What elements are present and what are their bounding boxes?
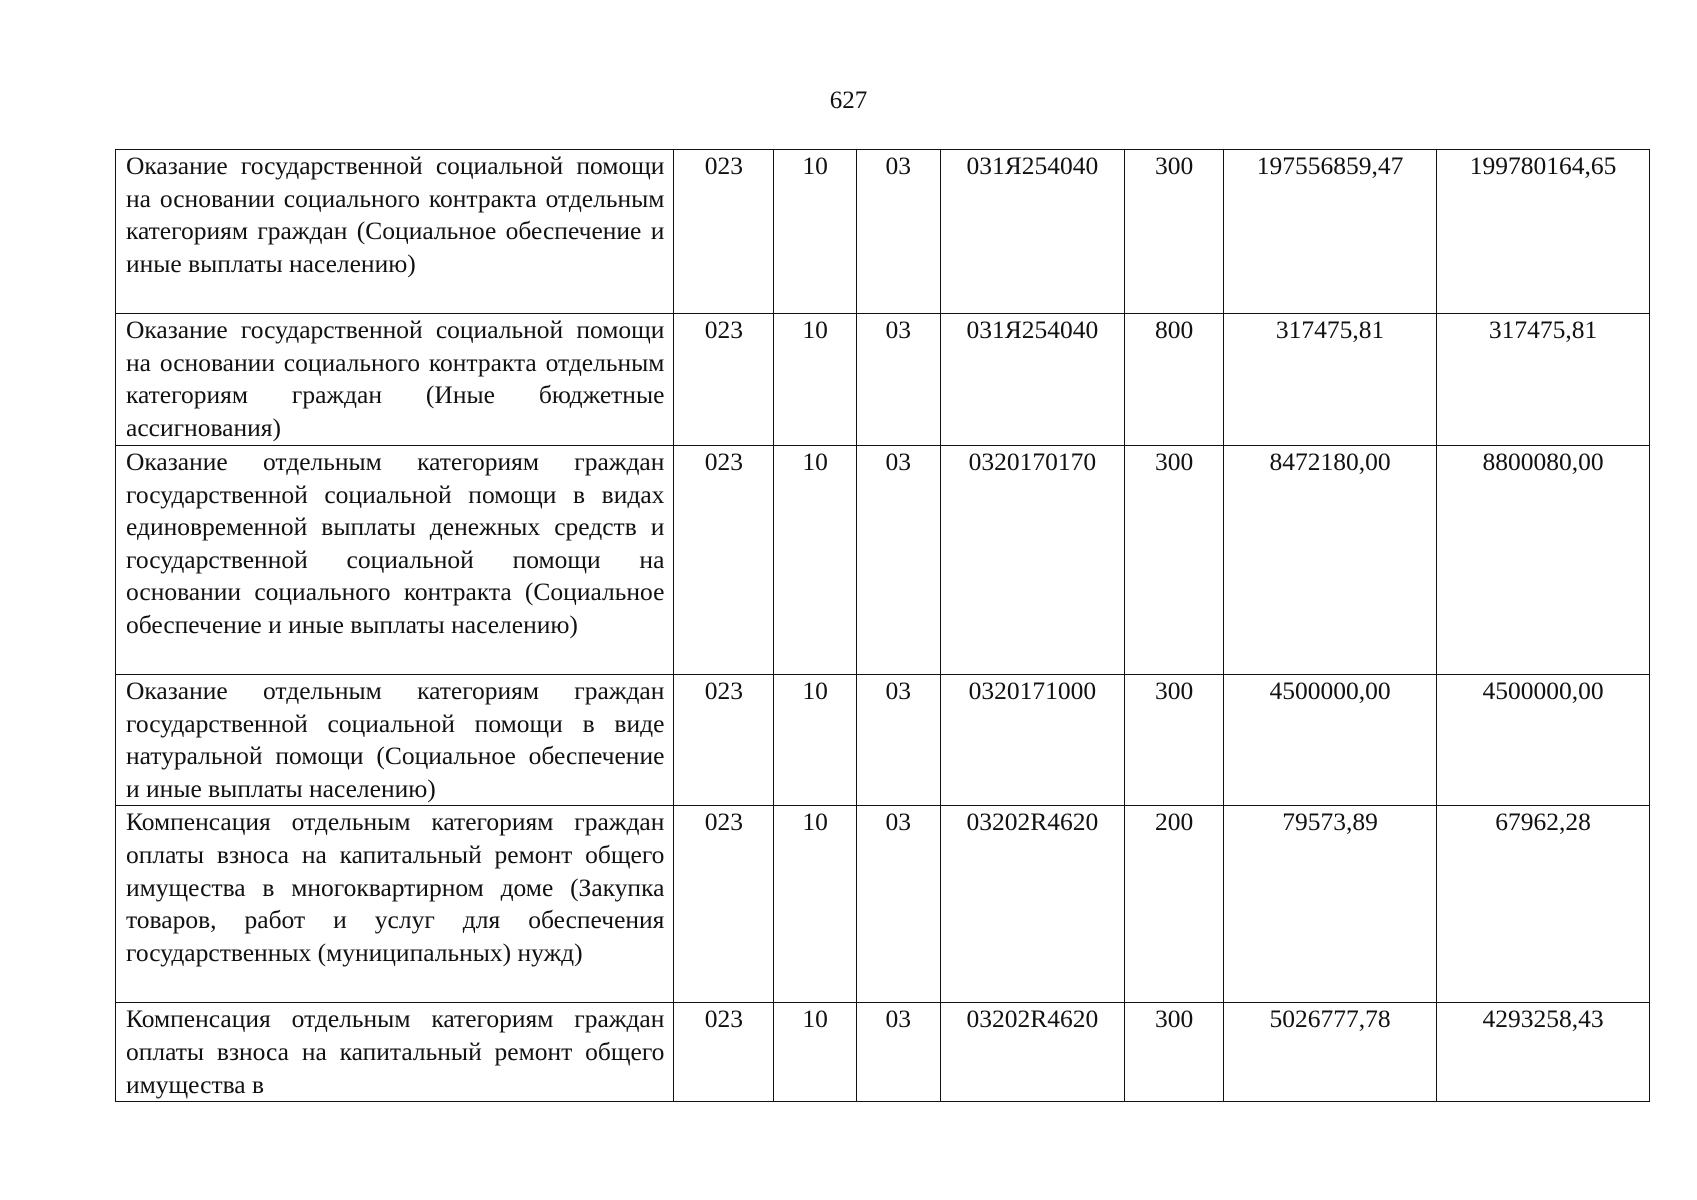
ministry-code: 023 xyxy=(674,314,774,446)
amount-first: 4500000,00 xyxy=(1224,675,1437,806)
target-article-code: 031Я254040 xyxy=(940,150,1125,314)
subsection-code: 03 xyxy=(856,314,940,446)
row-description: Оказание отдельным категориям граждан государственной социальной помощи в видах единовременной выплаты денежных средств и государственной социальной помощи на основании социального контракта (Социальное обеспечение и иные выплаты населению) xyxy=(116,446,674,675)
table-row xyxy=(116,314,1650,446)
ministry-code: 023 xyxy=(674,675,774,806)
page-number: 627 xyxy=(829,87,868,114)
section-code: 10 xyxy=(774,1003,857,1102)
expense-type-code: 300 xyxy=(1125,1003,1224,1102)
table-row xyxy=(116,150,1650,314)
table-row xyxy=(116,1003,1650,1102)
row-description: Оказание государственной социальной помощи на основании социального контракта отдельным категориям граждан (Иные бюджетные ассигнования) xyxy=(116,314,674,446)
section-code: 10 xyxy=(774,675,857,806)
section-code: 10 xyxy=(774,446,857,675)
subsection-code: 03 xyxy=(856,150,940,314)
target-article-code: 031Я254040 xyxy=(940,314,1125,446)
ministry-code: 023 xyxy=(674,446,774,675)
row-description: Компенсация отдельным категориям граждан оплаты взноса на капитальный ремонт общего имущества в многоквартирном доме (Закупка товаров, работ и услуг для обеспечения государственных (муниципальных) нужд) xyxy=(116,806,674,1003)
row-description: Оказание отдельным категориям граждан государственной социальной помощи в виде натуральной помощи (Социальное обеспечение и иные выплаты населению) xyxy=(116,675,674,806)
target-article-code: 0320170170 xyxy=(940,446,1125,675)
table-row xyxy=(116,446,1650,675)
ministry-code: 023 xyxy=(674,150,774,314)
amount-first: 5026777,78 xyxy=(1224,1003,1437,1102)
table-row xyxy=(116,675,1650,806)
section-code: 10 xyxy=(774,150,857,314)
row-description: Оказание государственной социальной помощи на основании социального контракта отдельным категориям граждан (Социальное обеспечение и иные выплаты населению) xyxy=(116,150,674,314)
expense-type-code: 800 xyxy=(1125,314,1224,446)
expense-type-code: 300 xyxy=(1125,675,1224,806)
amount-second: 4293258,43 xyxy=(1437,1003,1650,1102)
amount-first: 8472180,00 xyxy=(1224,446,1437,675)
subsection-code: 03 xyxy=(856,806,940,1003)
expense-type-code: 300 xyxy=(1125,150,1224,314)
expense-type-code: 200 xyxy=(1125,806,1224,1003)
amount-first: 197556859,47 xyxy=(1224,150,1437,314)
target-article-code: 03202R4620 xyxy=(940,806,1125,1003)
ministry-code: 023 xyxy=(674,806,774,1003)
amount-first: 317475,81 xyxy=(1224,314,1437,446)
ministry-code: 023 xyxy=(674,1003,774,1102)
target-article-code: 0320171000 xyxy=(940,675,1125,806)
subsection-code: 03 xyxy=(856,446,940,675)
amount-second: 199780164,65 xyxy=(1437,150,1650,314)
amount-second: 8800080,00 xyxy=(1437,446,1650,675)
amount-first: 79573,89 xyxy=(1224,806,1437,1003)
subsection-code: 03 xyxy=(856,1003,940,1102)
section-code: 10 xyxy=(774,314,857,446)
row-description: Компенсация отдельным категориям граждан оплаты взноса на капитальный ремонт общего имущества в xyxy=(116,1003,674,1102)
amount-second: 67962,28 xyxy=(1437,806,1650,1003)
target-article-code: 03202R4620 xyxy=(940,1003,1125,1102)
subsection-code: 03 xyxy=(856,675,940,806)
budget-table xyxy=(115,149,1650,1102)
expense-type-code: 300 xyxy=(1125,446,1224,675)
table-row xyxy=(116,806,1650,1003)
section-code: 10 xyxy=(774,806,857,1003)
amount-second: 4500000,00 xyxy=(1437,675,1650,806)
amount-second: 317475,81 xyxy=(1437,314,1650,446)
